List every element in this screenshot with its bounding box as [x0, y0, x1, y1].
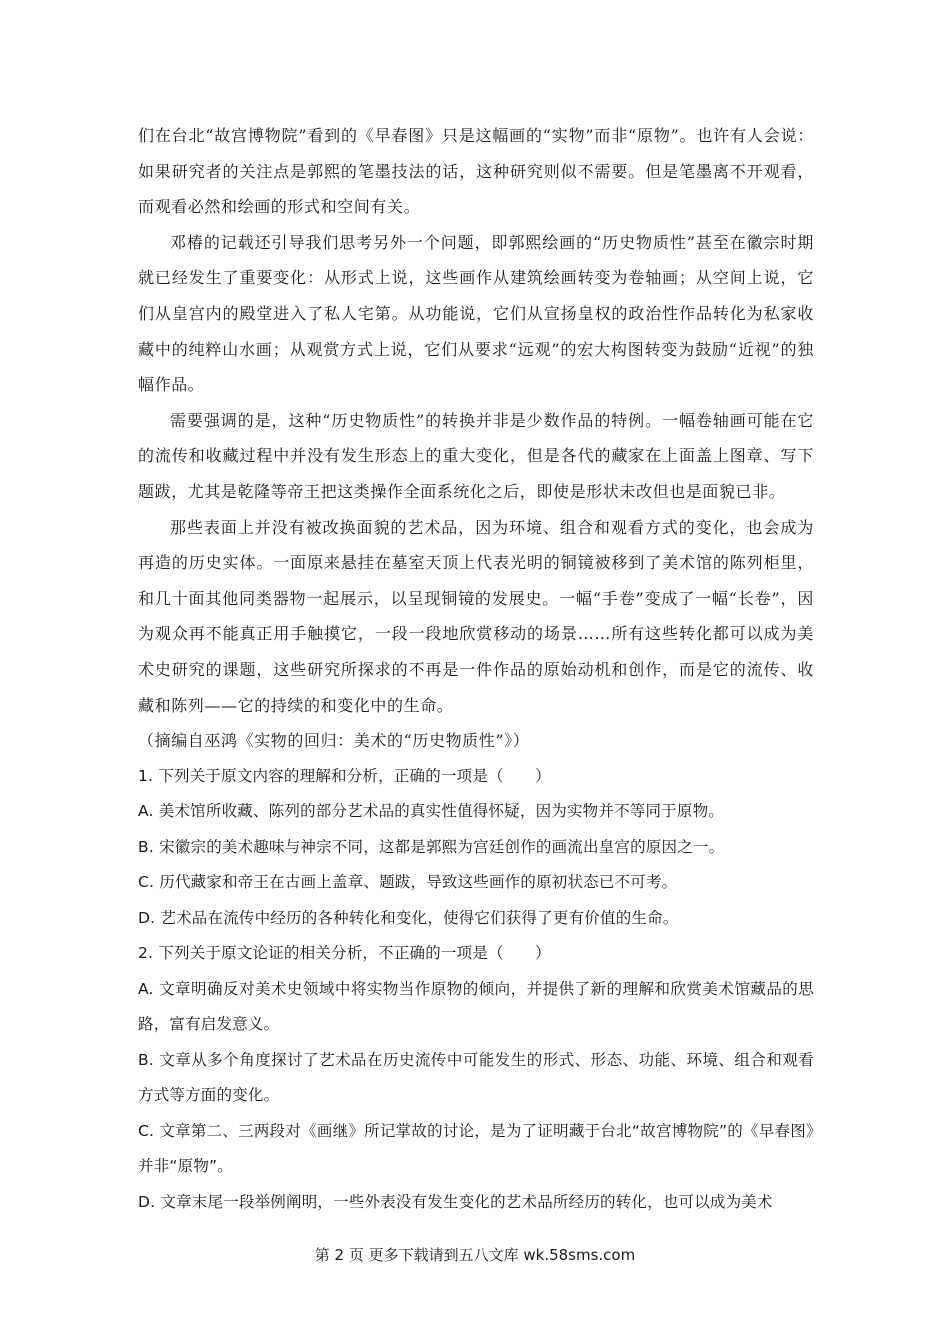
article-paragraph: 们在台北“故宫博物院”看到的《早春图》只是这幅画的“实物”而非“原物”。也许有人会说：如果研究者的关注点是郭熙的笔墨技法的话，这种研究则似不需要。但是笔墨离不开观看，而观看必然和绘画的形式和空间有关。 [138, 126, 814, 217]
article-body [138, 118, 814, 759]
question-option: C. 文章第二、三两段对《画继》所记掌故的讨论，是为了证明藏于台北“故宫博物院”的《早春图》并非“原物”。 [138, 1121, 814, 1176]
question-option: A. 美术馆所收藏、陈列的部分艺术品的真实性值得怀疑，因为实物并不等同于原物。 [138, 802, 724, 821]
question-stem: 1. 下列关于原文内容的理解和分析，正确的一项是（ ） [138, 766, 551, 785]
question-stem: 2. 下列关于原文论证的相关分析，不正确的一项是（ ） [138, 944, 551, 963]
article-paragraph: 那些表面上并没有被改换面貌的艺术品，因为环境、组合和观看方式的变化，也会成为再造的历史实体。一面原来悬挂在墓室天顶上代表光明的铜镜被移到了美术馆的陈列柜里，和几十面其他同类器物一起展示，以呈现铜镜的发展史。一幅“手卷”变成了一幅“长卷”，因为观众再不能真正用手触摸它，一段一段地欣赏移动的场景……所有这些转化都可以成为美术史研究的课题，这些研究所探求的不再是一件作品的原始动机和创作，而是它的流传、收藏和陈列——它的持续的和变化中的生命。 [138, 517, 814, 715]
question-option: D. 艺术品在流传中经历的各种转化和变化，使得它们获得了更有价值的生命。 [138, 908, 679, 927]
article-paragraph: 需要强调的是，这种“历史物质性”的转换并非是少数作品的特例。一幅卷轴画可能在它的流传和收藏过程中并没有发生形态上的重大变化，但是各代的藏家在上面盖上图章、写下题跋，尤其是乾隆等帝王把这类操作全面系统化之后，即使是形状未改但也是面貌已非。 [138, 410, 814, 501]
questions-section [138, 759, 814, 1221]
document-page [138, 118, 814, 1220]
page-footer: 第 2 页 更多下载请到五八文库 wk.58sms.com [314, 1246, 636, 1264]
question-option: C. 历代藏家和帝王在古画上盖章、题跋，导致这些画作的原初状态已不可考。 [138, 873, 678, 892]
question-option: A. 文章明确反对美术史领域中将实物当作原物的倾向，并提供了新的理解和欣赏美术馆藏品的思路，富有启发意义。 [138, 979, 814, 1034]
question-option: B. 宋徽宗的美术趣味与神宗不同，这都是郭熙为宫廷创作的画流出皇宫的原因之一。 [138, 837, 725, 856]
question-option: D. 文章末尾一段举例阐明，一些外表没有发生变化的艺术品所经历的转化，也可以成为美术 [138, 1192, 773, 1211]
article-paragraph: 邓椿的记载还引导我们思考另外一个问题，即郭熙绘画的“历史物质性”甚至在徽宗时期就已经发生了重要变化：从形式上说，这些画作从建筑绘画转变为卷轴画；从空间上说，它们从皇宫内的殿堂进入了私人宅第。从功能说，它们从宣扬皇权的政治性作品转化为私家收藏中的纯粹山水画；从观赏方式上说，它们从要求“远观”的宏大构图转变为鼓励“近视”的独幅作品。 [138, 232, 814, 395]
question-option: B. 文章从多个角度探讨了艺术品在历史流传中可能发生的形式、形态、功能、环境、组合和观看方式等方面的变化。 [138, 1050, 814, 1105]
article-source: （摘编自巫鸿《实物的回归：美术的“历史物质性”》） [138, 731, 530, 751]
